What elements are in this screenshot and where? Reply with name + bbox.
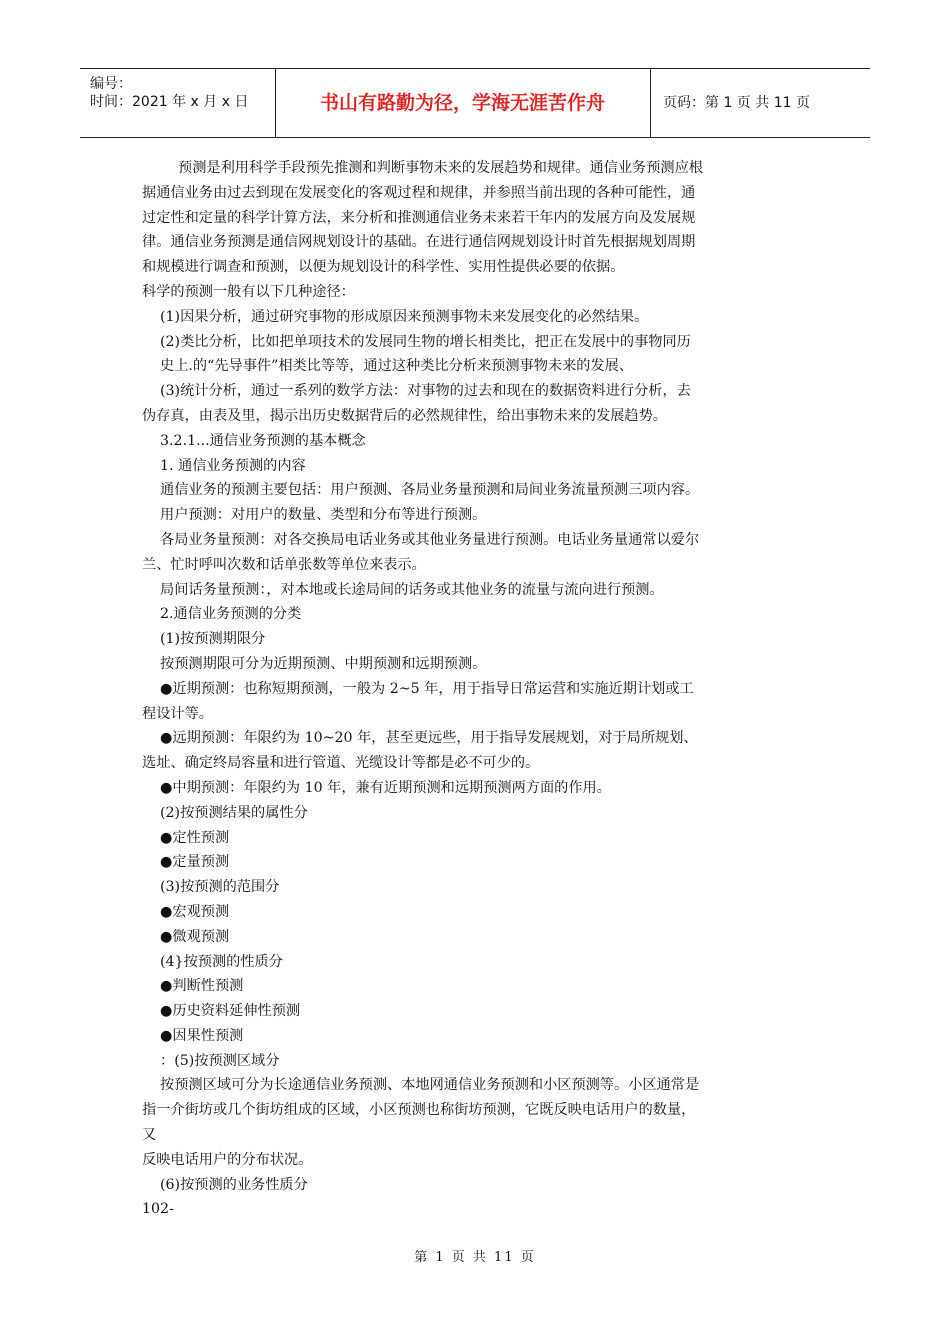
bullet-item: ●微观预测 bbox=[160, 928, 230, 945]
paragraph-line: 各局业务量预测：对各交换局电话业务或其他业务量进行预测。电话业务量通常以爱尔 bbox=[160, 531, 700, 548]
doc-number-label: 编号： bbox=[90, 76, 132, 92]
list-item: (2)按预测结果的属性分 bbox=[160, 804, 308, 821]
paragraph-line: 用户预测：对用户的数量、类型和分布等进行预测。 bbox=[160, 507, 487, 524]
bullet-item: ●远期预测：年限约为 10~20 年，甚至更远些，用于指导发展规划，对于局所规划、 bbox=[160, 730, 698, 747]
header-motto: 书山有路勤为径，学海无涯苦作舟 bbox=[275, 69, 651, 137]
paragraph-line: 选址、确定终局容量和进行管道、光缆设计等都是必不可少的。 bbox=[142, 755, 540, 772]
list-item: (4}按预测的性质分 bbox=[160, 953, 283, 970]
paragraph-line: 按预测期限可分为近期预测、中期预测和远期预测。 bbox=[160, 655, 487, 672]
paragraph-line: 反映电话用户的分布状况。 bbox=[142, 1151, 313, 1168]
bullet-item: ●定性预测 bbox=[160, 829, 230, 846]
paragraph-line: 又 bbox=[142, 1127, 157, 1144]
paragraph-line: 程设计等。 bbox=[142, 705, 213, 722]
list-item: (1)因果分析，通过研究事物的形成原因来预测事物未来发展变化的必然结果。 bbox=[160, 308, 649, 325]
bullet-item: ●中期预测：年限约为 10 年，兼有近期预测和远期预测两方面的作用。 bbox=[160, 779, 611, 796]
bullet-item: ●因果性预测 bbox=[160, 1027, 244, 1044]
paragraph-line: 史上.的“先导事件”相类比等等，通过这种类比分析来预测事物未来的发展、 bbox=[160, 358, 634, 375]
header-page-info: 页码：第 1 页 共 11 页 bbox=[663, 95, 810, 111]
paragraph-line: 预测是利用科学手段预先推测和判断事物未来的发展趋势和规律。通信业务预测应根 bbox=[178, 160, 703, 176]
bullet-item: ●近期预测：也称短期预测，一般为 2~5 年，用于指导日常运营和实施近期计划或工 bbox=[160, 680, 694, 697]
list-item: (3)按预测的范围分 bbox=[160, 879, 280, 896]
list-item: (1)按预测期限分 bbox=[160, 631, 266, 648]
paragraph-line: 兰、忙时呼叫次数和话单张数等单位来表示。 bbox=[142, 556, 426, 573]
paragraph-line: 指一介街坊或几个街坊组成的区域，小区预测也称街坊预测，它既反映电话用户的数量， bbox=[142, 1102, 696, 1119]
paragraph-line: 据通信业务由过去到现在发展变化的客观过程和规律，并参照当前出现的各种可能性，通 bbox=[142, 184, 696, 201]
subsection-heading: 2.通信业务预测的分类 bbox=[160, 606, 302, 623]
paragraph-line: 过定性和定量的科学计算方法，来分析和推测通信业务未来若干年内的发展方向及发展规 bbox=[142, 209, 696, 226]
page-marker: 102- bbox=[142, 1201, 174, 1218]
bullet-item: ●判断性预测 bbox=[160, 978, 244, 995]
list-item: (6)按预测的业务性质分 bbox=[160, 1176, 308, 1193]
page-footer: 第 1 页 共 11 页 bbox=[414, 1250, 536, 1265]
subsection-heading: 1. 通信业务预测的内容 bbox=[160, 457, 306, 474]
paragraph-line: 局间话务量预测：，对本地或长途局间的话务或其他业务的流量与流向进行预测。 bbox=[160, 581, 664, 598]
list-item: (3)统计分析，通过一系列的数学方法：对事物的过去和现在的数据资料进行分析，去 bbox=[160, 383, 691, 400]
bullet-item: ●宏观预测 bbox=[160, 903, 230, 920]
paragraph-line: 通信业务的预测主要包括：用户预测、各局业务量预测和局间业务流量预测三项内容。 bbox=[160, 482, 700, 499]
paragraph-line: 科学的预测一般有以下几种途径： bbox=[142, 283, 355, 300]
paragraph-line: 按预测区域可分为长途通信业务预测、本地网通信业务预测和小区预测等。小区通常是 bbox=[160, 1077, 700, 1094]
document-body bbox=[142, 156, 812, 1222]
header-meta-cell bbox=[80, 69, 276, 137]
list-item: (2)类比分析，比如把单项技术的发展同生物的增长相类比，把正在发展中的事物同历 bbox=[160, 333, 691, 350]
page-header bbox=[80, 68, 870, 138]
doc-date: 时间：2021 年 x 月 x 日 bbox=[90, 94, 249, 110]
paragraph-line: 律。通信业务预测是通信网规划设计的基础。在进行通信网规划设计时首先根据规划周期 bbox=[142, 234, 696, 251]
list-item: ：(5)按预测区域分 bbox=[160, 1052, 280, 1069]
bullet-item: ●历史资料延伸性预测 bbox=[160, 1003, 301, 1020]
bullet-item: ●定量预测 bbox=[160, 854, 230, 871]
paragraph-line: 和规模进行调查和预测，以便为规划设计的科学性、实用性提供必要的依据。 bbox=[142, 259, 625, 276]
section-heading: 3.2.1...通信业务预测的基本概念 bbox=[160, 432, 366, 449]
paragraph-line: 伪存真，由表及里，揭示出历史数据背后的必然规律性，给出事物未来的发展趋势。 bbox=[142, 407, 667, 424]
